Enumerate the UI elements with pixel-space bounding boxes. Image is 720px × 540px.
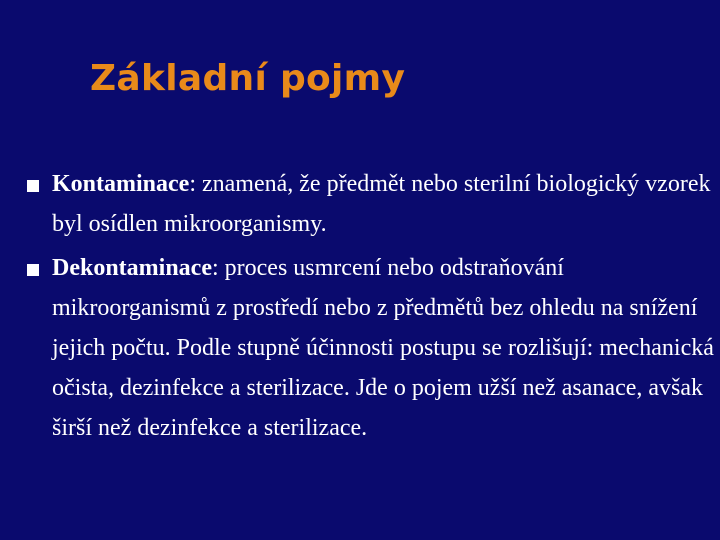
term-label: Dekontaminace [52,255,212,281]
definition-item-kontaminace [52,164,716,244]
bullet-square-icon [27,264,39,276]
definition-item-dekontaminace [52,248,716,448]
definition-text: : znamená, že předmět nebo sterilní biologický vzorek byl osídlen mikroorganismy. [52,171,711,237]
term-label: Kontaminace [52,171,190,197]
definition-text: : proces usmrcení nebo odstraňování mikroorganismů z prostředí nebo z předmětů bez ohledu na snížení jejich počtu. Podle stupně účinnosti postupu se rozlišují: mechanická očista, dezinfekce a sterilizace. Jde o pojem užší než asanace, avšak širší než dezinfekce a sterilizace. [52,255,714,441]
slide-title: Základní pojmy [90,58,406,99]
bullet-square-icon [27,180,39,192]
